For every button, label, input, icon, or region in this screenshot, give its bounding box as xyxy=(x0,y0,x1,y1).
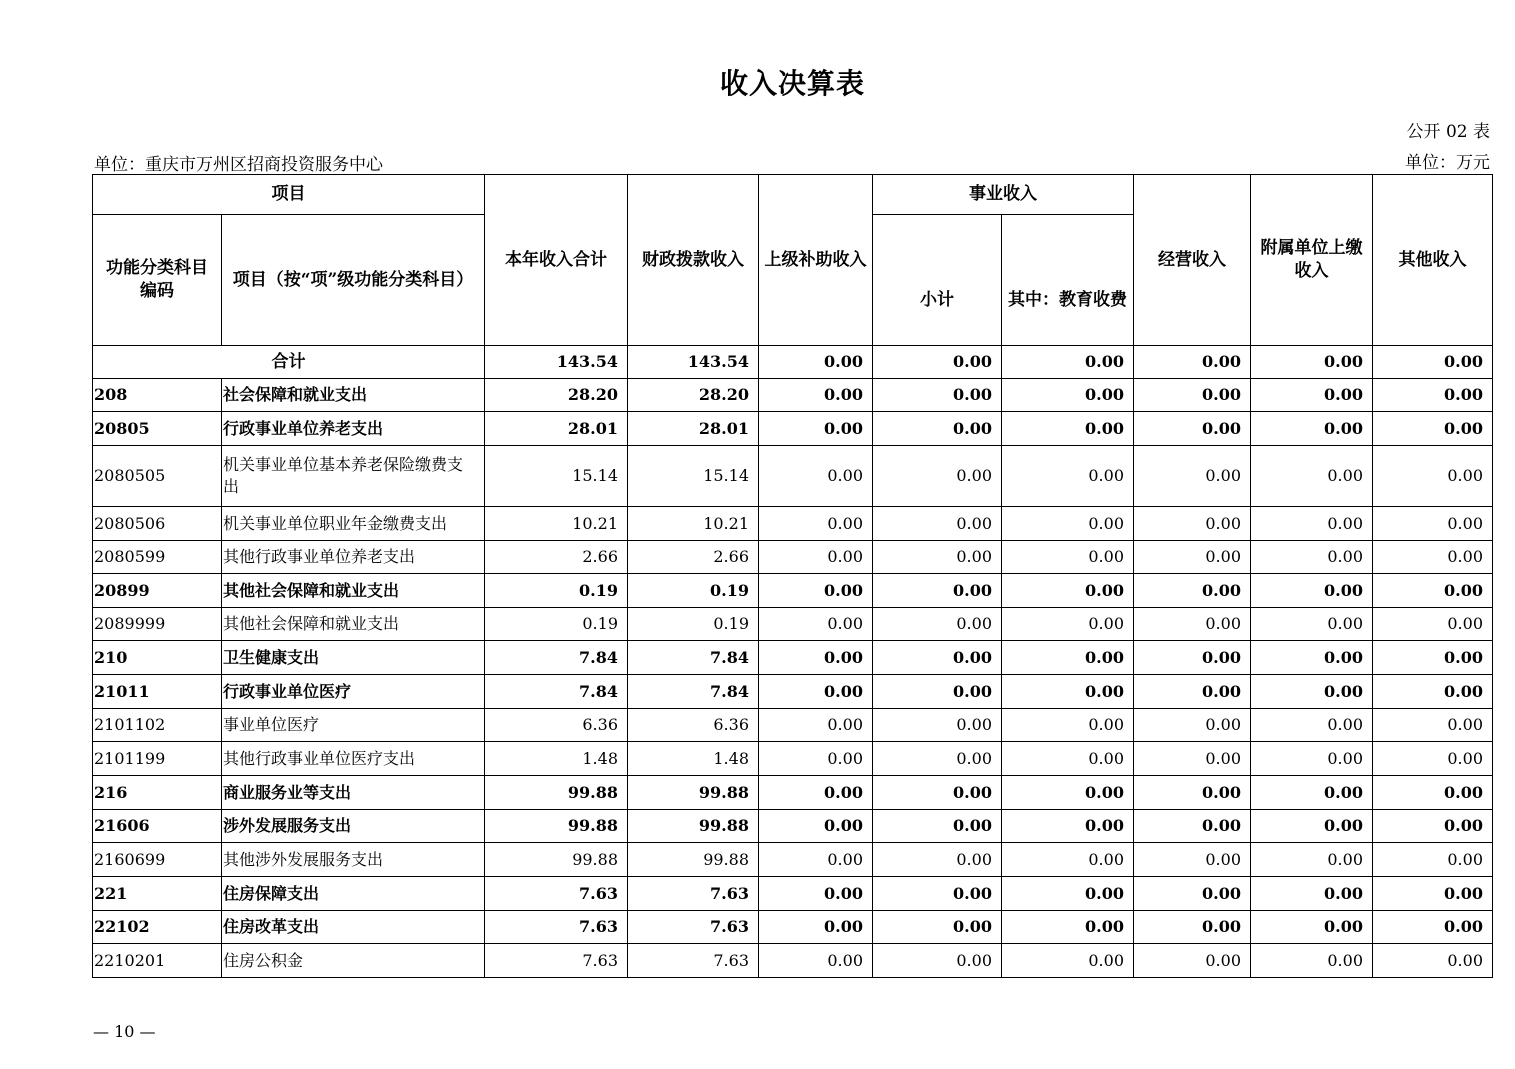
row-value: 0.00 xyxy=(1373,446,1493,507)
row-value: 0.00 xyxy=(1002,507,1134,541)
row-value: 0.00 xyxy=(759,944,873,978)
row-name: 住房改革支出 xyxy=(222,911,485,944)
row-value: 0.00 xyxy=(1251,877,1373,911)
table-row xyxy=(93,843,1493,877)
row-value: 1.48 xyxy=(628,742,759,776)
row-value: 0.00 xyxy=(1251,379,1373,412)
table-row xyxy=(93,379,1493,412)
row-value: 0.00 xyxy=(759,742,873,776)
row-value: 0.00 xyxy=(1373,944,1493,978)
row-value: 0.00 xyxy=(1134,446,1251,507)
row-value: 7.63 xyxy=(485,944,628,978)
row-value: 0.00 xyxy=(1373,742,1493,776)
table-row xyxy=(93,675,1493,709)
header-code: 功能分类科目编码 xyxy=(93,215,222,346)
total-value: 0.00 xyxy=(1134,346,1251,379)
row-value: 2.66 xyxy=(628,541,759,574)
row-name: 涉外发展服务支出 xyxy=(222,810,485,843)
row-name: 卫生健康支出 xyxy=(222,641,485,675)
row-value: 0.00 xyxy=(1251,507,1373,541)
row-code: 21011 xyxy=(93,675,222,709)
row-value: 0.00 xyxy=(1373,608,1493,641)
row-value: 0.00 xyxy=(873,412,1002,446)
table-row xyxy=(93,776,1493,810)
row-value: 99.88 xyxy=(628,776,759,810)
row-value: 0.00 xyxy=(1251,412,1373,446)
row-name: 行政事业单位养老支出 xyxy=(222,412,485,446)
row-value: 0.00 xyxy=(1251,675,1373,709)
row-value: 0.00 xyxy=(1002,412,1134,446)
row-code: 21606 xyxy=(93,810,222,843)
row-value: 0.00 xyxy=(759,641,873,675)
row-value: 7.63 xyxy=(628,944,759,978)
row-name: 商业服务业等支出 xyxy=(222,776,485,810)
table-row xyxy=(93,541,1493,574)
table-row xyxy=(93,446,1493,507)
row-value: 0.00 xyxy=(1251,641,1373,675)
row-name: 其他行政事业单位养老支出 xyxy=(222,541,485,574)
row-value: 0.00 xyxy=(1134,412,1251,446)
row-value: 0.00 xyxy=(1134,574,1251,608)
row-value: 0.00 xyxy=(873,541,1002,574)
row-value: 2.66 xyxy=(485,541,628,574)
page-title: 收入决算表 xyxy=(719,67,865,100)
row-value: 7.84 xyxy=(628,641,759,675)
row-code: 216 xyxy=(93,776,222,810)
row-value: 0.19 xyxy=(485,608,628,641)
row-value: 99.88 xyxy=(628,843,759,877)
row-value: 0.00 xyxy=(1251,709,1373,742)
row-code: 20899 xyxy=(93,574,222,608)
row-value: 15.14 xyxy=(485,446,628,507)
row-value: 0.00 xyxy=(759,709,873,742)
row-value: 0.00 xyxy=(873,742,1002,776)
row-value: 0.00 xyxy=(1002,810,1134,843)
total-value: 143.54 xyxy=(628,346,759,379)
row-value: 0.19 xyxy=(628,608,759,641)
row-code: 20805 xyxy=(93,412,222,446)
row-value: 0.00 xyxy=(873,810,1002,843)
row-value: 0.00 xyxy=(873,507,1002,541)
row-code: 208 xyxy=(93,379,222,412)
row-value: 10.21 xyxy=(628,507,759,541)
row-value: 6.36 xyxy=(485,709,628,742)
row-name: 机关事业单位职业年金缴费支出 xyxy=(222,507,485,541)
row-value: 0.00 xyxy=(1373,877,1493,911)
row-value: 0.00 xyxy=(1134,379,1251,412)
row-value: 28.20 xyxy=(485,379,628,412)
row-code: 2210201 xyxy=(93,944,222,978)
row-value: 0.00 xyxy=(873,776,1002,810)
row-value: 28.01 xyxy=(485,412,628,446)
row-value: 99.88 xyxy=(485,810,628,843)
header-career-subtotal: 小计 xyxy=(873,215,1002,346)
row-value: 0.00 xyxy=(1002,742,1134,776)
header-name: 项目（按“项”级功能分类科目） xyxy=(222,215,485,346)
row-value: 99.88 xyxy=(485,776,628,810)
row-code: 2080505 xyxy=(93,446,222,507)
header-superior: 上级补助收入 xyxy=(759,175,873,346)
header-career-group: 事业收入 xyxy=(873,175,1134,215)
form-number: 公开 02 表 xyxy=(1406,122,1490,142)
row-code: 2080599 xyxy=(93,541,222,574)
row-value: 0.00 xyxy=(873,709,1002,742)
row-value: 10.21 xyxy=(485,507,628,541)
header-career-edu: 其中：教育收费 xyxy=(1002,215,1134,346)
row-code: 2080506 xyxy=(93,507,222,541)
row-name: 事业单位医疗 xyxy=(222,709,485,742)
row-value: 15.14 xyxy=(628,446,759,507)
row-name: 机关事业单位基本养老保险缴费支出 xyxy=(222,446,485,507)
row-value: 0.00 xyxy=(1002,877,1134,911)
row-value: 0.00 xyxy=(1251,742,1373,776)
row-value: 0.00 xyxy=(1251,446,1373,507)
header-project-group: 项目 xyxy=(93,175,485,215)
row-value: 0.00 xyxy=(1134,810,1251,843)
row-code: 2101102 xyxy=(93,709,222,742)
row-value: 7.63 xyxy=(485,911,628,944)
row-value: 0.00 xyxy=(1373,379,1493,412)
row-value: 0.00 xyxy=(1134,742,1251,776)
row-value: 0.00 xyxy=(759,412,873,446)
table-row xyxy=(93,412,1493,446)
row-value: 0.00 xyxy=(1373,675,1493,709)
row-value: 0.00 xyxy=(1373,412,1493,446)
page-number: — 10 — xyxy=(93,1022,156,1041)
row-value: 7.63 xyxy=(628,911,759,944)
row-value: 0.00 xyxy=(759,507,873,541)
row-name: 行政事业单位医疗 xyxy=(222,675,485,709)
row-value: 7.84 xyxy=(485,675,628,709)
table-row xyxy=(93,877,1493,911)
row-code: 22102 xyxy=(93,911,222,944)
row-value: 0.00 xyxy=(1134,877,1251,911)
row-value: 0.00 xyxy=(1251,776,1373,810)
row-value: 0.00 xyxy=(1134,843,1251,877)
row-value: 0.00 xyxy=(873,574,1002,608)
total-value: 0.00 xyxy=(1373,346,1493,379)
row-value: 0.00 xyxy=(1134,541,1251,574)
row-value: 0.00 xyxy=(1251,810,1373,843)
row-value: 0.00 xyxy=(1251,843,1373,877)
total-value: 0.00 xyxy=(759,346,873,379)
row-value: 7.63 xyxy=(485,877,628,911)
row-value: 0.00 xyxy=(1134,709,1251,742)
row-value: 7.63 xyxy=(628,877,759,911)
row-value: 0.00 xyxy=(759,810,873,843)
table-row xyxy=(93,709,1493,742)
row-value: 0.00 xyxy=(1373,843,1493,877)
total-value: 0.00 xyxy=(1002,346,1134,379)
row-name: 其他社会保障和就业支出 xyxy=(222,608,485,641)
row-value: 0.00 xyxy=(759,675,873,709)
row-value: 1.48 xyxy=(485,742,628,776)
row-value: 0.00 xyxy=(1373,507,1493,541)
table-row xyxy=(93,742,1493,776)
header-operating: 经营收入 xyxy=(1134,175,1251,346)
row-value: 0.00 xyxy=(873,446,1002,507)
row-value: 0.00 xyxy=(759,608,873,641)
row-code: 2089999 xyxy=(93,608,222,641)
row-name: 其他社会保障和就业支出 xyxy=(222,574,485,608)
row-value: 0.00 xyxy=(873,641,1002,675)
table-row xyxy=(93,507,1493,541)
row-value: 99.88 xyxy=(485,843,628,877)
row-value: 0.00 xyxy=(1134,608,1251,641)
header-total: 本年收入合计 xyxy=(485,175,628,346)
row-value: 0.00 xyxy=(1002,574,1134,608)
row-value: 0.00 xyxy=(1134,944,1251,978)
row-value: 0.00 xyxy=(759,843,873,877)
row-name: 住房保障支出 xyxy=(222,877,485,911)
row-value: 0.00 xyxy=(873,843,1002,877)
row-value: 0.00 xyxy=(873,944,1002,978)
row-value: 0.00 xyxy=(1002,776,1134,810)
row-value: 0.00 xyxy=(1002,911,1134,944)
row-value: 0.00 xyxy=(873,379,1002,412)
row-value: 0.00 xyxy=(1251,608,1373,641)
row-code: 210 xyxy=(93,641,222,675)
total-label: 合计 xyxy=(93,346,485,379)
row-value: 0.00 xyxy=(1251,911,1373,944)
row-value: 7.84 xyxy=(628,675,759,709)
total-value: 0.00 xyxy=(873,346,1002,379)
row-name: 住房公积金 xyxy=(222,944,485,978)
header-affiliate: 附属单位上缴收入 xyxy=(1251,175,1373,346)
row-value: 28.20 xyxy=(628,379,759,412)
row-value: 7.84 xyxy=(485,641,628,675)
row-value: 0.00 xyxy=(873,911,1002,944)
row-value: 0.00 xyxy=(1134,776,1251,810)
row-value: 0.00 xyxy=(1373,776,1493,810)
total-value: 0.00 xyxy=(1251,346,1373,379)
row-value: 0.19 xyxy=(628,574,759,608)
row-value: 0.00 xyxy=(1251,574,1373,608)
row-value: 0.19 xyxy=(485,574,628,608)
table-row xyxy=(93,944,1493,978)
header-fiscal: 财政拨款收入 xyxy=(628,175,759,346)
row-value: 0.00 xyxy=(759,877,873,911)
row-value: 0.00 xyxy=(873,675,1002,709)
row-value: 0.00 xyxy=(1002,641,1134,675)
row-value: 0.00 xyxy=(1251,541,1373,574)
table-row xyxy=(93,810,1493,843)
table-row xyxy=(93,641,1493,675)
row-value: 0.00 xyxy=(1373,541,1493,574)
row-value: 0.00 xyxy=(1002,709,1134,742)
row-value: 0.00 xyxy=(1002,675,1134,709)
row-value: 0.00 xyxy=(873,608,1002,641)
row-value: 0.00 xyxy=(759,574,873,608)
total-value: 143.54 xyxy=(485,346,628,379)
row-value: 0.00 xyxy=(759,911,873,944)
row-code: 2160699 xyxy=(93,843,222,877)
row-value: 0.00 xyxy=(1002,379,1134,412)
row-value: 0.00 xyxy=(1134,675,1251,709)
table-row xyxy=(93,911,1493,944)
row-code: 221 xyxy=(93,877,222,911)
row-value: 0.00 xyxy=(1373,574,1493,608)
row-name: 社会保障和就业支出 xyxy=(222,379,485,412)
row-value: 0.00 xyxy=(1373,709,1493,742)
row-value: 0.00 xyxy=(1002,843,1134,877)
row-value: 28.01 xyxy=(628,412,759,446)
row-name: 其他行政事业单位医疗支出 xyxy=(222,742,485,776)
organization-unit: 单位：重庆市万州区招商投资服务中心 xyxy=(94,155,383,175)
row-value: 0.00 xyxy=(759,541,873,574)
row-value: 0.00 xyxy=(1002,541,1134,574)
table-row xyxy=(93,574,1493,608)
row-value: 0.00 xyxy=(1002,944,1134,978)
row-name: 其他涉外发展服务支出 xyxy=(222,843,485,877)
row-value: 0.00 xyxy=(873,877,1002,911)
row-value: 0.00 xyxy=(1134,911,1251,944)
row-value: 0.00 xyxy=(1251,944,1373,978)
row-value: 99.88 xyxy=(628,810,759,843)
currency-unit: 单位：万元 xyxy=(1405,153,1490,173)
row-code: 2101199 xyxy=(93,742,222,776)
row-value: 0.00 xyxy=(1002,608,1134,641)
row-value: 0.00 xyxy=(1002,446,1134,507)
row-value: 0.00 xyxy=(759,776,873,810)
row-value: 0.00 xyxy=(1134,507,1251,541)
header-other: 其他收入 xyxy=(1373,175,1493,346)
row-value: 0.00 xyxy=(1373,911,1493,944)
total-row xyxy=(93,346,1493,379)
row-value: 0.00 xyxy=(1373,810,1493,843)
row-value: 0.00 xyxy=(759,446,873,507)
row-value: 0.00 xyxy=(1134,641,1251,675)
row-value: 0.00 xyxy=(759,379,873,412)
row-value: 0.00 xyxy=(1373,641,1493,675)
table-row xyxy=(93,608,1493,641)
row-value: 6.36 xyxy=(628,709,759,742)
income-statement-table xyxy=(92,174,1493,978)
